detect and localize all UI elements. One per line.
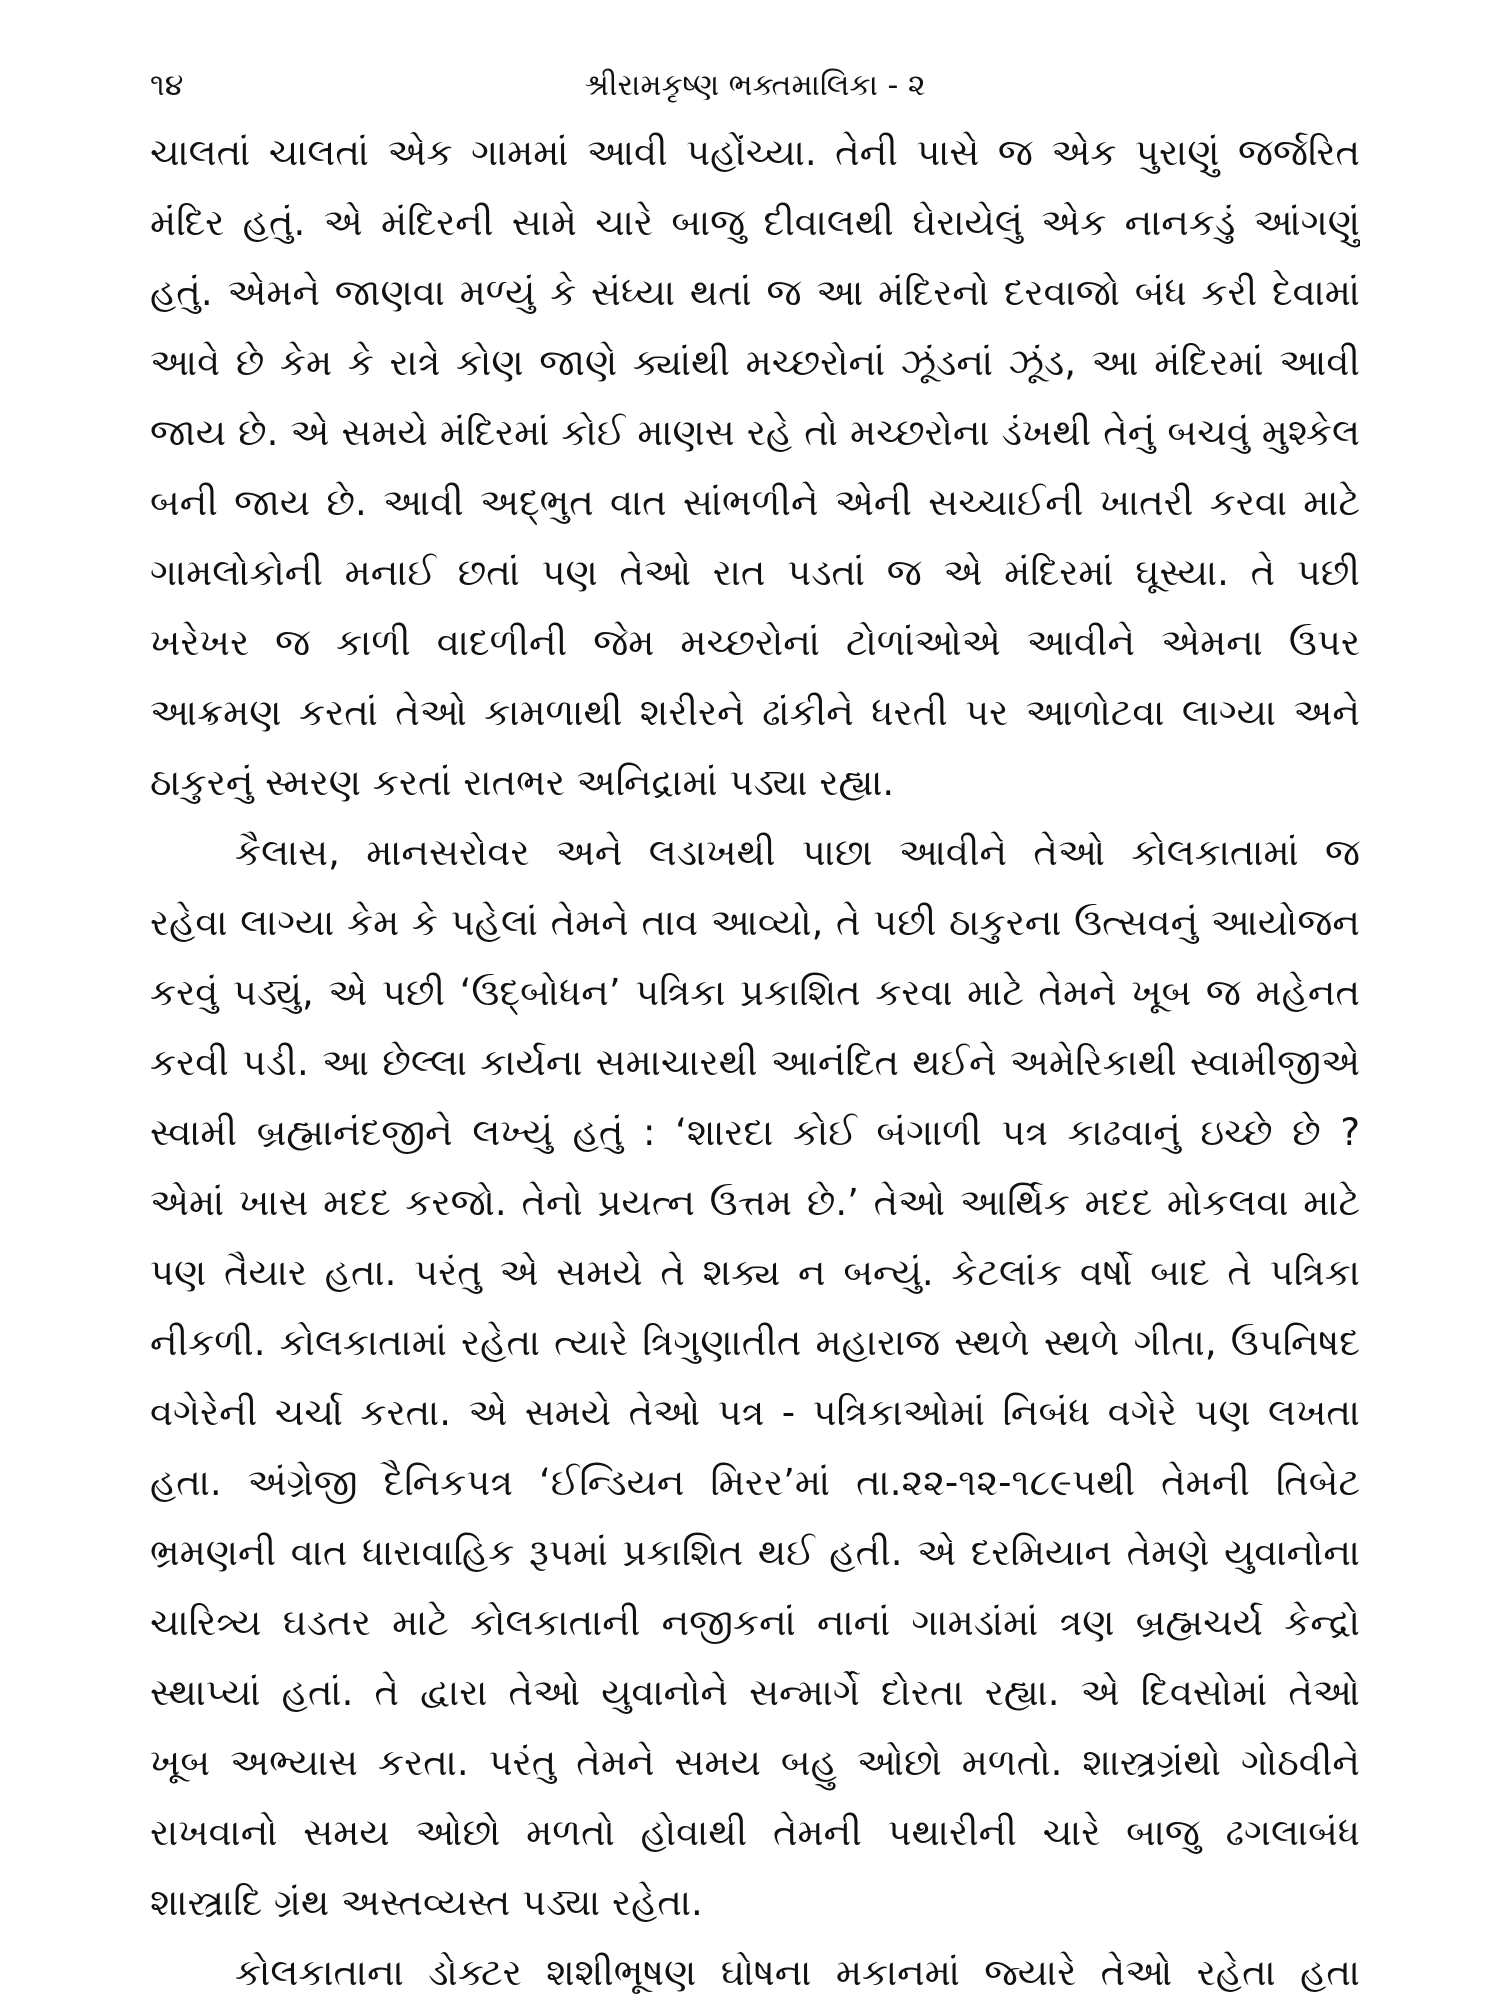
text-line: શાસ્ત્રાદિ ગ્રંથ અસ્તવ્યસ્ત પડ્યા રહેતા. [150,1881,703,1924]
text-line: એમાં ખાસ મદદ કરજો. તેનો પ્રયત્ન ઉત્તમ છે.’ તેઓ આર્થિક મદદ મોકલવા માટે [150,1181,1360,1224]
text-line: પણ તૈયાર હતા. પરંતુ એ સમયે તે શક્ય ન બન્યું. કેટલાંક વર્ષો બાદ તે પત્રિકા [150,1251,1360,1294]
paragraph-2 [150,818,1360,1938]
text-line: મંદિર હતું. એ મંદિરની સામે ચારે બાજુ દીવાલથી ઘેરાયેલું એક નાનકડું આંગણું [150,201,1360,244]
text-line: ચારિત્ર્ય ઘડતર માટે કોલકાતાની નજીકનાં નાનાં ગામડાંમાં ત્રણ બ્રહ્મચર્ય કેન્દ્રો [150,1601,1360,1644]
body-text [150,118,1360,2008]
text-line: ખરેખર જ કાળી વાદળીની જેમ મચ્છરોનાં ટોળાંઓએ આવીને એમના ઉપર [150,621,1360,664]
text-line: નીકળી. કોલકાતામાં રહેતા ત્યારે ત્રિગુણાતીત મહારાજ સ્થળે સ્થળે ગીતા, ઉપનિષદ [150,1321,1360,1364]
paragraph-3 [150,1938,1360,2008]
text-line: રાખવાનો સમય ઓછો મળતો હોવાથી તેમની પથારીની ચારે બાજુ ઢગલાબંધ [150,1811,1360,1854]
text-line: આવે છે કેમ કે રાત્રે કોણ જાણે ક્યાંથી મચ્છરોનાં ઝૂંડનાં ઝૂંડ, આ મંદિરમાં આવી [150,341,1360,384]
text-line: કોલકાતાના ડોક્ટર શશીભૂષણ ઘોષના મકાનમાં જ્યારે તેઓ રહેતા હતા [235,1951,1360,1994]
text-line: બની જાય છે. આવી અદ્‌ભુત વાત સાંભળીને એની સચ્ચાઈની ખાતરી કરવા માટે [150,481,1360,524]
text-line: રહેવા લાગ્યા કેમ કે પહેલાં તેમને તાવ આવ્યો, તે પછી ઠાકુરના ઉત્સવનું આયોજન [150,901,1360,944]
text-line: કરવી પડી. આ છેલ્લા કાર્યના સમાચારથી આનંદિત થઈને અમેરિકાથી સ્વામીજીએ [150,1041,1360,1084]
text-line: હતા. અંગ્રેજી દૈનિકપત્ર ‘ઈન્ડિયન મિરર’માં તા.૨૨-૧૨-૧૮૯૫થી તેમની તિબેટ [150,1461,1360,1504]
text-line: કૈલાસ, માનસરોવર અને લડાખથી પાછા આવીને તેઓ કોલકાતામાં જ [235,831,1360,874]
text-line: ચાલતાં ચાલતાં એક ગામમાં આવી પહોંચ્યા. તેની પાસે જ એક પુરાણું જર્જરિત [150,131,1360,174]
text-line: વગેરેની ચર્ચા કરતા. એ સમયે તેઓ પત્ર - પત્રિકાઓમાં નિબંધ વગેરે પણ લખતા [150,1391,1360,1434]
text-line: સ્વામી બ્રહ્માનંદજીને લખ્યું હતું : ‘શારદા કોઈ બંગાળી પત્ર કાઢવાનું ઇચ્છે છે ? [150,1111,1360,1154]
text-line: હતું. એમને જાણવા મળ્યું કે સંધ્યા થતાં જ આ મંદિરનો દરવાજો બંધ કરી દેવામાં [150,271,1360,314]
running-header [150,62,1360,110]
text-line: ગામલોકોની મનાઈ છતાં પણ તેઓ રાત પડતાં જ એ મંદિરમાં ઘૂસ્યા. તે પછી [150,551,1360,594]
text-line: આક્રમણ કરતાં તેઓ કામળાથી શરીરને ઢાંકીને ધરતી પર આળોટવા લાગ્યા અને [150,691,1360,734]
paragraph-1 [150,118,1360,818]
text-line: સ્થાપ્યાં હતાં. તે દ્વારા તેઓ યુવાનોને સન્માર્ગે દોરતા રહ્યા. એ દિવસોમાં તેઓ [150,1671,1360,1714]
book-title: શ્રીરામકૃષ્ણ ભક્તમાલિકા - ૨ [584,68,926,103]
text-line: ભ્રમણની વાત ધારાવાહિક રૂપમાં પ્રકાશિત થઈ હતી. એ દરમિયાન તેમણે યુવાનોના [150,1531,1360,1574]
text-line: ખૂબ અભ્યાસ કરતા. પરંતુ તેમને સમય બહુ ઓછો મળતો. શાસ્ત્રગ્રંથો ગોઠવીને [150,1741,1360,1784]
text-line: કરવું પડ્યું, એ પછી ‘ઉદ્‌બોધન’ પત્રિકા પ્રકાશિત કરવા માટે તેમને ખૂબ જ મહેનત [150,971,1360,1014]
page-number: ૧૪ [150,68,184,103]
text-line: ઠાકુરનું સ્મરણ કરતાં રાતભર અનિદ્રામાં પડ્યા રહ્યા. [150,761,895,804]
text-line: જાય છે. એ સમયે મંદિરમાં કોઈ માણસ રહે તો મચ્છરોના ડંખથી તેનું બચવું મુશ્કેલ [150,411,1360,454]
